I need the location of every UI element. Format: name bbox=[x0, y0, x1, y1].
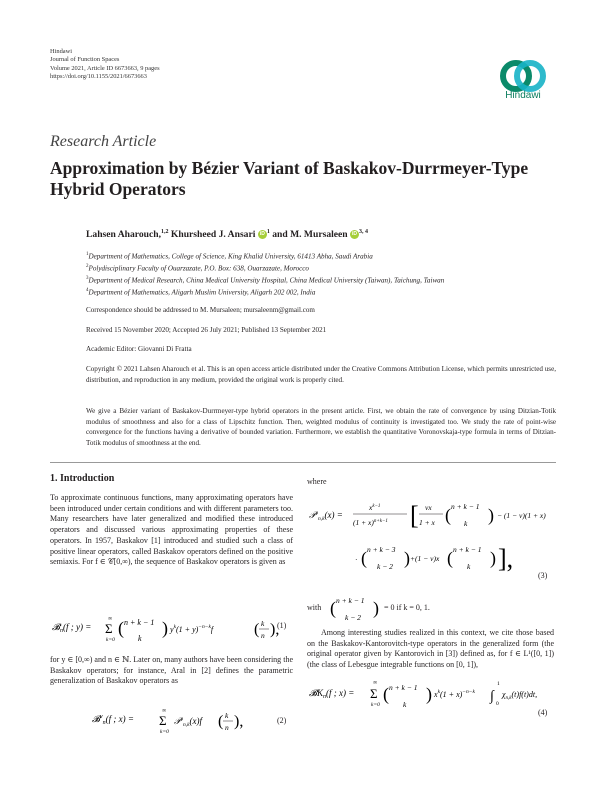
affiliations bbox=[86, 250, 556, 297]
svg-text:k=0: k=0 bbox=[106, 637, 115, 643]
intro-paragraph-2: for y ∈ [0,∞) and n ∈ ℕ. Later on, many authors have been considering the Baskakov operators; for instance, Aral in [2] defines the parametric generalization of Baskakov operators as bbox=[50, 655, 293, 686]
section-heading: 1. Introduction bbox=[50, 473, 115, 484]
orcid-icon[interactable]: iD bbox=[259, 231, 265, 238]
svg-text:∞: ∞ bbox=[108, 616, 113, 622]
svg-text:n + k − 1: n + k − 1 bbox=[453, 545, 482, 554]
svg-text:𝓑n(f ; y) =: 𝓑$_n$(f ; y) = bbox=[52, 622, 92, 634]
svg-text:1 + x: 1 + x bbox=[419, 518, 435, 527]
with-condition: = 0 if k = 0, 1. bbox=[384, 603, 430, 612]
svg-text:(: ( bbox=[383, 684, 389, 704]
svg-text:1: 1 bbox=[497, 681, 500, 687]
author-sup: 1,2 bbox=[161, 229, 169, 235]
svg-text:(: ( bbox=[447, 548, 453, 568]
svg-text:k: k bbox=[138, 634, 142, 643]
svg-text:xk(1 + x)−n−k: $x^k(1 + x)^{-n-k}$ bbox=[434, 689, 475, 699]
divider bbox=[50, 462, 556, 463]
copyright-notice: Copyright © 2021 Lahsen Aharouch et al. This is an open access article distributed under the Creative Commons Attribution License, which permits unrestricted use, distribution, and reproduction in any medium, provided the original work is properly cited. bbox=[86, 365, 556, 384]
svg-text:Σ: Σ bbox=[105, 621, 113, 636]
svg-text:k: k bbox=[403, 700, 407, 709]
svg-text:): ) bbox=[373, 598, 379, 618]
svg-text:χn,k(t)f(t)dt,: $\chi_{n,k}(t)f(t)dt$, bbox=[502, 690, 538, 701]
svg-text:n + k − 1: n + k − 1 bbox=[451, 502, 480, 511]
svg-text:yk(1 + y)−n−kf: $y^k(1 + y)^{-n-k}f$ bbox=[170, 624, 214, 634]
affiliation-item: $^1$Department of Mathematics, College of Science, King Khalid University, 61413 Abha, Saudi Arabia bbox=[86, 252, 373, 261]
author-name[interactable]: Lahsen Aharouch, bbox=[86, 229, 161, 241]
svg-text:(: ( bbox=[218, 713, 224, 730]
svg-text:·: · bbox=[355, 555, 358, 564]
binomial-condition bbox=[328, 590, 388, 628]
svg-text:Σ: Σ bbox=[370, 686, 378, 701]
abstract: We give a Bézier variant of Baskakov-Durrmeyer-type hybrid operators in the present article. First, we obtain the rate of convergence by using Ditzian-Totik modulus of smoothness and also for a class of Lipschitz function. Then, weighted modulus of continuity is investigated too. We study the rate of point-wise convergence for the functions having a derivative of bounded variation. Furthermore, we establish the quantitative Voronovskaja-type formula in terms of Ditzian-Totik modulus of smoothness at the end. bbox=[86, 407, 556, 447]
svg-text:xk−1: $x^{k-1}$ bbox=[369, 503, 381, 512]
svg-text:n: n bbox=[261, 631, 265, 640]
svg-text:),: ), bbox=[234, 713, 244, 730]
svg-text:(1 + x)n+k−1: $(1 + x)^{n+k-1}$ bbox=[353, 518, 388, 527]
svg-text:k: k bbox=[261, 619, 265, 628]
svg-text:k: k bbox=[225, 711, 229, 720]
with-text: with bbox=[307, 603, 322, 612]
svg-text:(: ( bbox=[361, 548, 367, 568]
svg-text:n + k − 3: n + k − 3 bbox=[367, 545, 396, 554]
academic-editor: Academic Editor: Giovanni Di Fratta bbox=[86, 345, 192, 353]
svg-text:νx: νx bbox=[425, 503, 432, 512]
svg-text:): ) bbox=[404, 548, 410, 568]
svg-text:(: ( bbox=[254, 621, 260, 638]
svg-text:k: k bbox=[464, 519, 468, 528]
intro-paragraph-3: Among interesting studies realized in this context, we cite those based on the Baskakov-Kantorovitch-type operators in the generalized form (the original operator given by Kantorovich in [3]) defined as, for f ∈ L¹([0, 1]) (the class of Lebesgue integrable functions on [0, 1]), bbox=[307, 628, 554, 670]
svg-text:): ) bbox=[488, 505, 494, 525]
equation-2 bbox=[90, 700, 290, 740]
svg-text:): ) bbox=[162, 618, 168, 638]
where-text: where bbox=[307, 477, 327, 486]
svg-text:): ) bbox=[490, 548, 496, 568]
affiliation-item: $^2$Polydisciplinary Faculty of Ouarzazate, P.O. Box: 638, Ouarzazate, Morocco bbox=[86, 263, 309, 273]
dates: Received 15 November 2020; Accepted 26 July 2021; Published 13 September 2021 bbox=[86, 326, 327, 334]
svg-text:n + k − 1: n + k − 1 bbox=[124, 618, 155, 627]
svg-text:+(1 − ν)x: +(1 − ν)x bbox=[410, 554, 440, 563]
affiliation-item: $^4$Department of Mathematics, Aligarh Muslim University, Aligarh 202 002, India bbox=[86, 287, 316, 296]
svg-text:),: ), bbox=[270, 621, 280, 638]
svg-text:𝒫νn,k(x) =: 𝒫$^\nu_{n,k}$(x) = bbox=[309, 510, 343, 522]
intro-paragraph-1: To approximate continuous functions, many approximating operators have been introduced under certain conditions and with different parameters too. Many researchers have later generalized and modified these introduced operators and discussed various approximating properties of these operators. In 1957, Baskakov [1] introduced and studied such a class of positive linear operators, called Baskakov operators defined on the positive semiaxis. For f ∈ 𝒞[0,∞), the sequence of Baskakov operators is given as bbox=[50, 493, 293, 567]
orcid-icon[interactable]: iD bbox=[352, 231, 358, 238]
svg-text:(: ( bbox=[118, 618, 124, 638]
author-list bbox=[86, 229, 566, 240]
svg-text:(: ( bbox=[445, 505, 451, 525]
svg-text:): ) bbox=[426, 684, 432, 704]
svg-text:n + k − 1: n + k − 1 bbox=[389, 683, 418, 692]
svg-text:𝒫νn,k(x)f: 𝒫$^\nu_{n,k}$(x)f bbox=[174, 716, 203, 728]
title-line-2: Hybrid Operators bbox=[50, 179, 186, 199]
svg-text:k − 2: k − 2 bbox=[377, 562, 393, 571]
affiliation-item: $^3$Department of Medical Research, China Medical University Hospital, China Medical University (Taiwan), Taichung, Taiwan bbox=[86, 275, 445, 285]
equation-3 bbox=[307, 492, 557, 582]
svg-text:n + k − 1: n + k − 1 bbox=[336, 596, 365, 605]
equation-number: (4) bbox=[538, 708, 548, 717]
svg-text:n: n bbox=[225, 723, 229, 732]
equation-number: (1) bbox=[277, 621, 287, 630]
journal-name: Journal of Function Spaces bbox=[50, 56, 120, 64]
publisher-name: Hindawi bbox=[50, 48, 73, 55]
equation-1 bbox=[50, 608, 293, 648]
author-name[interactable]: and M. Mursaleen bbox=[272, 229, 348, 241]
article-type: Research Article bbox=[50, 133, 157, 150]
author-sup: 1 bbox=[266, 229, 270, 235]
svg-text:Σ: Σ bbox=[159, 713, 167, 728]
author-sup: 3, 4 bbox=[359, 229, 369, 235]
svg-text:k − 2: k − 2 bbox=[345, 613, 361, 622]
svg-text:k=0: k=0 bbox=[160, 729, 169, 735]
svg-text:𝓑Kn(f ; x) =: 𝓑K$_n$(f ; x) = bbox=[309, 688, 355, 700]
page-title bbox=[50, 158, 560, 200]
svg-text:[: [ bbox=[410, 501, 419, 530]
svg-text:∞: ∞ bbox=[162, 708, 167, 714]
journal-header bbox=[50, 48, 160, 82]
doi-link[interactable]: https://doi.org/10.1155/2021/6673663 bbox=[50, 73, 147, 81]
title-line-1: Approximation by Bézier Variant of Baskakov-Durrmeyer-Type bbox=[50, 158, 529, 178]
author-name[interactable]: Khursheed J. Ansari bbox=[170, 229, 256, 241]
svg-text:∫: ∫ bbox=[490, 689, 494, 704]
svg-text:∞: ∞ bbox=[373, 680, 378, 686]
svg-text:],: ], bbox=[498, 544, 514, 573]
svg-text:(: ( bbox=[330, 598, 336, 618]
svg-text:k=0: k=0 bbox=[371, 702, 380, 708]
svg-text:− (1 − ν)(1 + x): − (1 − ν)(1 + x) bbox=[497, 511, 546, 520]
svg-text:k: k bbox=[467, 562, 471, 571]
volume-info: Volume 2021, Article ID 6673663, 9 pages bbox=[50, 64, 160, 72]
equation-number: (2) bbox=[277, 716, 287, 725]
correspondence: Correspondence should be addressed to M. Mursaleen; mursaleenm@gmail.com bbox=[86, 306, 315, 314]
equation-number: (3) bbox=[538, 571, 548, 580]
equation-4 bbox=[307, 672, 557, 714]
logo-text: Hindawi bbox=[505, 90, 541, 101]
svg-text:𝓑νn(f ; x) =: 𝓑$^\nu_n$(f ; x) = bbox=[92, 714, 134, 726]
svg-text:0: 0 bbox=[496, 701, 499, 707]
